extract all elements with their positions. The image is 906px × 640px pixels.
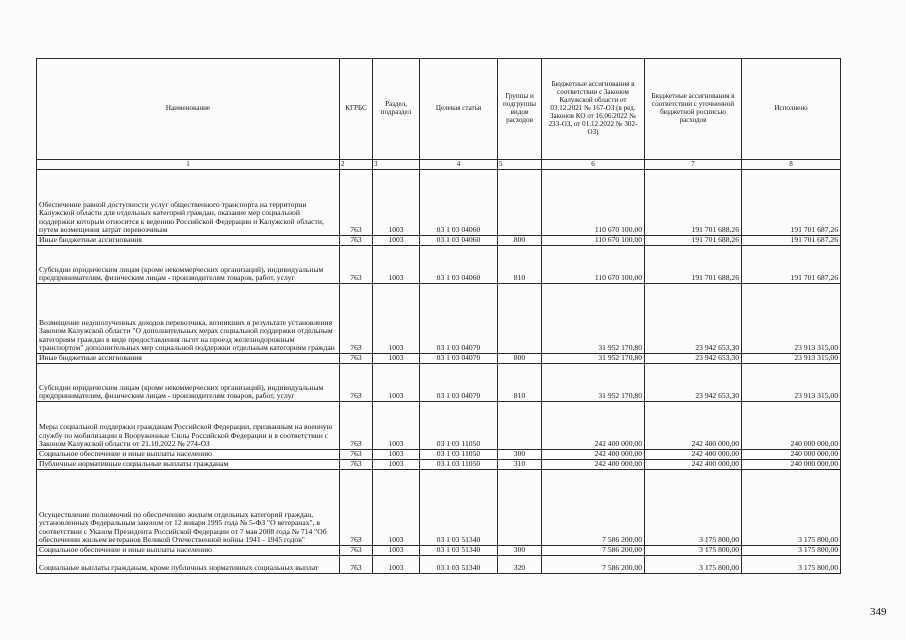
column-number-row — [37, 160, 841, 170]
col-number: 3 — [373, 160, 420, 170]
row-rospis-assignovaniya: 3 175 800,00 — [645, 546, 742, 556]
row-rospis-assignovaniya: 3 175 800,00 — [645, 556, 742, 574]
table-row — [37, 460, 841, 470]
row-ispolneno: 3 175 800,00 — [742, 470, 841, 546]
table-row — [37, 450, 841, 460]
col-header-razdel: Раздел, подраздел — [373, 59, 420, 160]
row-celevaya-statya: 03 1 03 11050 — [420, 460, 498, 470]
row-razdel: 1003 — [373, 170, 420, 236]
row-kgrbs: 763 — [340, 236, 373, 246]
row-name: Социальные выплаты гражданам, кроме публичных нормативных социальных выплат — [37, 556, 340, 574]
row-rospis-assignovaniya: 242 400 000,00 — [645, 450, 742, 460]
row-razdel: 1003 — [373, 402, 420, 450]
row-name: Социальное обеспечение и иные выплаты населению — [37, 546, 340, 556]
row-razdel: 1003 — [373, 246, 420, 284]
row-zakon-assignovaniya: 242 400 000,00 — [542, 460, 645, 470]
row-name: Осуществление полномочий по обеспечению жильем отдельных категорий граждан, установленных Федеральным законом от 12 января 1995 года № 5-ФЗ "О ветеранах", в соответствии с Указом Президента Российской Федерации от 7 мая 2008 года № 714 "Об обеспечении жильем ветеранов Великой Отечественной войны 1941 - 1945 годов" — [37, 470, 340, 546]
row-rospis-assignovaniya: 191 701 688,26 — [645, 170, 742, 236]
row-ispolneno: 191 701 687,26 — [742, 246, 841, 284]
row-rospis-assignovaniya: 23 942 653,30 — [645, 354, 742, 364]
col-header-vid-rashodov: Группы и подгруппы видов расходов — [498, 59, 542, 160]
row-vid-rashodov — [498, 284, 542, 354]
row-rospis-assignovaniya: 242 400 000,00 — [645, 460, 742, 470]
row-kgrbs: 763 — [340, 170, 373, 236]
row-ispolneno: 3 175 800,00 — [742, 546, 841, 556]
budget-execution-table — [36, 58, 841, 574]
row-razdel: 1003 — [373, 556, 420, 574]
row-name: Меры социальной поддержки гражданам Российской Федерации, призванным на военную службу по мобилизации в Вооруженные Силы Российской Федерации и в соответствии с Законом Калужской области от 21.10.2022 № 274-ОЗ — [37, 402, 340, 450]
row-rospis-assignovaniya: 23 942 653,30 — [645, 284, 742, 354]
row-razdel: 1003 — [373, 450, 420, 460]
col-number: 4 — [420, 160, 498, 170]
row-kgrbs: 763 — [340, 284, 373, 354]
row-kgrbs: 763 — [340, 556, 373, 574]
row-celevaya-statya: 03 1 03 51340 — [420, 546, 498, 556]
row-name: Возмещение недополученных доходов перевозчика, возникших в результате установления Законом Калужской области "О дополнительных мерах социальной поддержки отдельным категориям граждан в виде предоставления льгот на проезд железнодорожным транспортом" дополнительных мер социальной поддержки отдельным категориям граждан — [37, 284, 340, 354]
row-ispolneno: 23 913 315,00 — [742, 354, 841, 364]
row-zakon-assignovaniya: 7 586 200,00 — [542, 556, 645, 574]
row-ispolneno: 23 913 315,00 — [742, 364, 841, 402]
row-name: Субсидии юридическим лицам (кроме некоммерческих организаций), индивидуальным предпринимателям, физическим лицам - производителям товаров, работ, услуг — [37, 246, 340, 284]
row-zakon-assignovaniya: 110 670 100,00 — [542, 246, 645, 284]
row-vid-rashodov: 300 — [498, 450, 542, 460]
row-rospis-assignovaniya: 3 175 800,00 — [645, 470, 742, 546]
row-rospis-assignovaniya: 191 701 688,26 — [645, 246, 742, 284]
row-vid-rashodov: 810 — [498, 246, 542, 284]
row-name: Социальное обеспечение и иные выплаты населению — [37, 450, 340, 460]
row-ispolneno: 23 913 315,00 — [742, 284, 841, 354]
table-row — [37, 402, 841, 450]
col-number: 6 — [542, 160, 645, 170]
col-number: 7 — [645, 160, 742, 170]
table-row — [37, 246, 841, 284]
row-name: Иные бюджетные ассигнования — [37, 354, 340, 364]
row-celevaya-statya: 03 1 03 04060 — [420, 170, 498, 236]
row-kgrbs: 763 — [340, 246, 373, 284]
table-row — [37, 170, 841, 236]
row-razdel: 1003 — [373, 364, 420, 402]
row-kgrbs: 763 — [340, 364, 373, 402]
row-name: Публичные нормативные социальные выплаты гражданам — [37, 460, 340, 470]
row-razdel: 1003 — [373, 354, 420, 364]
col-number: 2 — [340, 160, 373, 170]
col-header-zakon-assignovaniya: Бюджетные ассигнования в соответствии с Законом Калужской области от 03.12.2021 № 167-ОЗ (в ред. Законов КО от 16.06.2022 № 233-ОЗ, от 01.12.2022 № 302-ОЗ) — [542, 59, 645, 160]
table-row — [37, 546, 841, 556]
row-vid-rashodov — [498, 170, 542, 236]
row-rospis-assignovaniya: 191 701 688,26 — [645, 236, 742, 246]
row-razdel: 1003 — [373, 236, 420, 246]
row-vid-rashodov: 810 — [498, 364, 542, 402]
col-number: 5 — [498, 160, 542, 170]
row-kgrbs: 763 — [340, 450, 373, 460]
row-vid-rashodov: 800 — [498, 354, 542, 364]
row-celevaya-statya: 03 1 03 51340 — [420, 556, 498, 574]
row-razdel: 1003 — [373, 546, 420, 556]
row-zakon-assignovaniya: 242 400 000,00 — [542, 402, 645, 450]
row-zakon-assignovaniya: 242 400 000,00 — [542, 450, 645, 460]
row-zakon-assignovaniya: 110 670 100,00 — [542, 170, 645, 236]
col-number: 1 — [37, 160, 340, 170]
row-name: Обеспечение равной доступности услуг общественного транспорта на территории Калужской области для отдельных категорий граждан, оказание мер социальной поддержки которым относится к ведению Российской Федерации и Калужской области, путем возмещения затрат перевозчикам — [37, 170, 340, 236]
row-razdel: 1003 — [373, 284, 420, 354]
row-celevaya-statya: 03 1 03 04070 — [420, 364, 498, 402]
table-row — [37, 284, 841, 354]
row-razdel: 1003 — [373, 460, 420, 470]
row-celevaya-statya: 03 1 03 11050 — [420, 450, 498, 460]
row-ispolneno: 240 000 000,00 — [742, 450, 841, 460]
row-celevaya-statya: 03 1 03 04060 — [420, 236, 498, 246]
col-header-ispolneno: Исполнено — [742, 59, 841, 160]
row-rospis-assignovaniya: 23 942 653,30 — [645, 364, 742, 402]
row-celevaya-statya: 03 1 03 51340 — [420, 470, 498, 546]
page-number: 349 — [870, 606, 887, 618]
row-ispolneno: 3 175 800,00 — [742, 556, 841, 574]
table-row — [37, 354, 841, 364]
row-kgrbs: 763 — [340, 460, 373, 470]
col-header-name: Наименование — [37, 59, 340, 160]
row-ispolneno: 240 000 000,00 — [742, 460, 841, 470]
row-vid-rashodov: 310 — [498, 460, 542, 470]
row-celevaya-statya: 03 1 03 11050 — [420, 402, 498, 450]
row-ispolneno: 191 701 687,26 — [742, 170, 841, 236]
row-rospis-assignovaniya: 242 400 000,00 — [645, 402, 742, 450]
row-zakon-assignovaniya: 31 952 170,80 — [542, 284, 645, 354]
row-celevaya-statya: 03 1 03 04060 — [420, 246, 498, 284]
table-row — [37, 470, 841, 546]
table-row — [37, 364, 841, 402]
row-zakon-assignovaniya: 31 952 170,80 — [542, 364, 645, 402]
row-zakon-assignovaniya: 110 670 100,00 — [542, 236, 645, 246]
row-kgrbs: 763 — [340, 354, 373, 364]
row-celevaya-statya: 03 1 03 04070 — [420, 284, 498, 354]
row-vid-rashodov — [498, 402, 542, 450]
row-celevaya-statya: 03 1 03 04070 — [420, 354, 498, 364]
col-header-rospis-assignovaniya: Бюджетные ассигнования в соответствии с уточненной бюджетной росписью расходов — [645, 59, 742, 160]
row-zakon-assignovaniya: 7 586 200,00 — [542, 546, 645, 556]
table-row — [37, 236, 841, 246]
col-header-celevaya-statya: Целевая статья — [420, 59, 498, 160]
table-row — [37, 556, 841, 574]
row-razdel: 1003 — [373, 470, 420, 546]
row-vid-rashodov: 320 — [498, 556, 542, 574]
row-vid-rashodov — [498, 470, 542, 546]
row-vid-rashodov: 300 — [498, 546, 542, 556]
row-ispolneno: 240 000 000,00 — [742, 402, 841, 450]
col-number: 8 — [742, 160, 841, 170]
row-vid-rashodov: 800 — [498, 236, 542, 246]
row-name: Иные бюджетные ассигнования — [37, 236, 340, 246]
row-name: Субсидии юридическим лицам (кроме некоммерческих организаций), индивидуальным предпринимателям, физическим лицам - производителям товаров, работ, услуг — [37, 364, 340, 402]
row-kgrbs: 763 — [340, 470, 373, 546]
col-header-kgrbs: КГРБС — [340, 59, 373, 160]
row-kgrbs: 763 — [340, 402, 373, 450]
row-zakon-assignovaniya: 31 952 170,80 — [542, 354, 645, 364]
row-zakon-assignovaniya: 7 586 200,00 — [542, 470, 645, 546]
row-ispolneno: 191 701 687,26 — [742, 236, 841, 246]
table-header-row — [37, 59, 841, 160]
row-kgrbs: 763 — [340, 546, 373, 556]
